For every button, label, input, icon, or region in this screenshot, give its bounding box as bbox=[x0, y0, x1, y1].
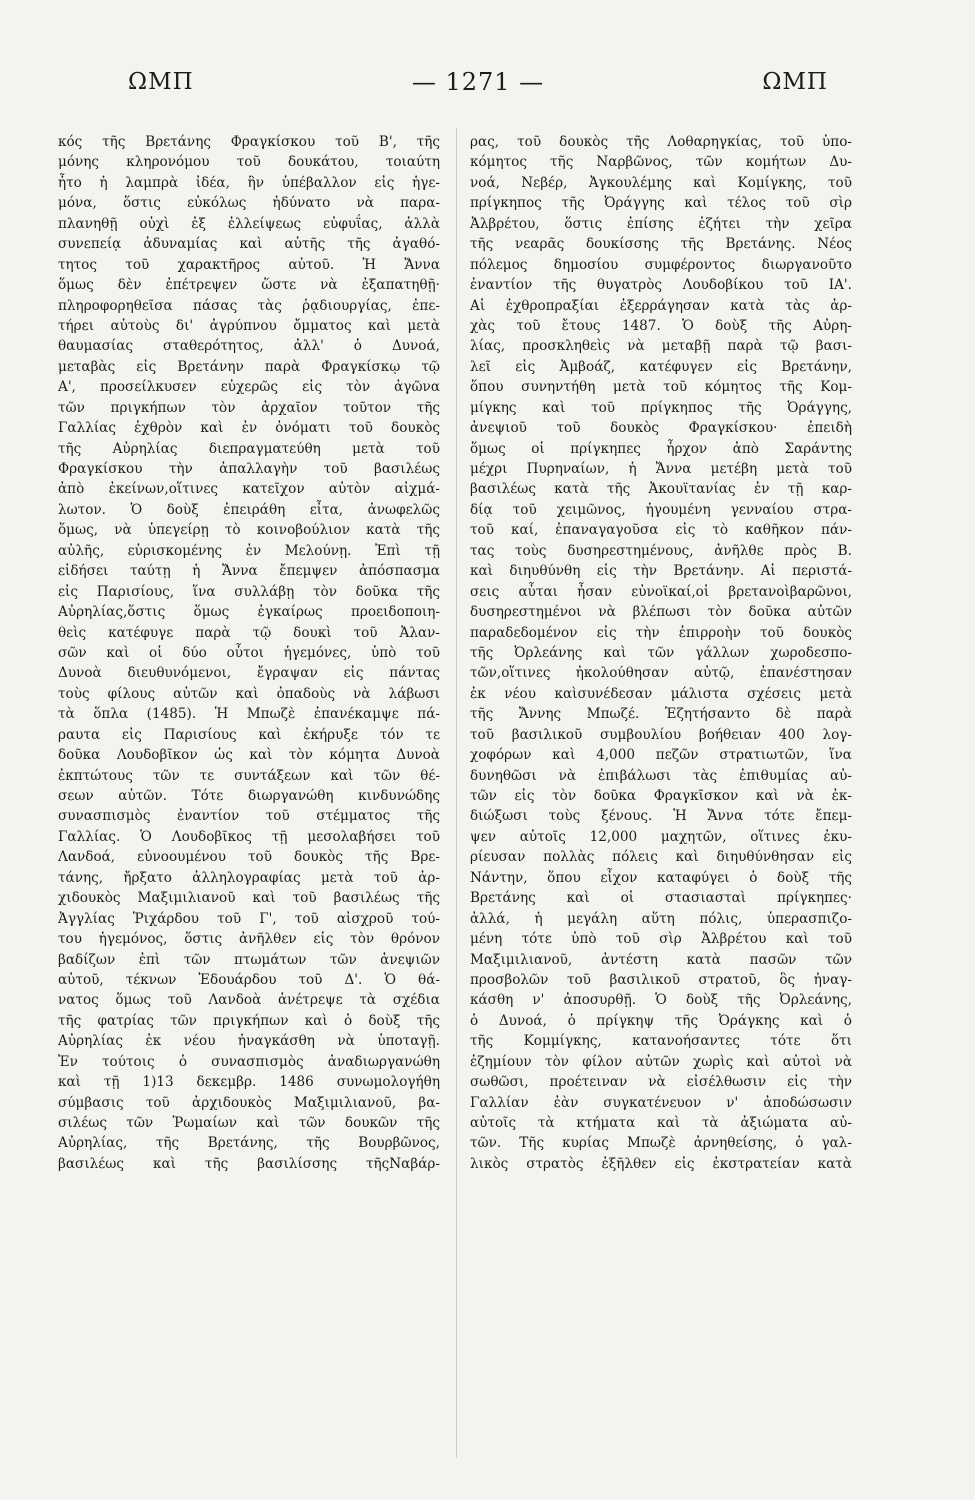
text-line: τῶν,οἵτινες ἠκολούθησαν αὐτῷ, ἐπανέστησαν bbox=[470, 665, 852, 682]
text-line: Αὐρηλίας, τῆς Βρετάνης, τῆς Βουρβῶνος, bbox=[58, 1135, 440, 1152]
page-header bbox=[128, 62, 828, 102]
text-line: ὅμως δὲν ἐπέτρεψεν ὥστε νὰ ἐξαπατηθῇ· bbox=[58, 277, 440, 294]
header-left-guide-word: ΩΜΠ bbox=[128, 69, 194, 95]
text-line: τοῦ βασιλικοῦ συμβουλίου βοήθειαν 400 λογ- bbox=[470, 726, 852, 743]
text-line: Ἐν τούτοις ὁ συνασπισμὸς ἀναδιωργανώθη bbox=[58, 1053, 440, 1070]
text-line: μόνα, ὅστις εὐκόλως ἠδύνατο νὰ παρα- bbox=[58, 195, 440, 212]
text-line: Α', προσείλκυσεν εὐχερῶς εἰς τὸν ἀγῶνα bbox=[58, 379, 440, 396]
text-line: καὶ διηυθύνθη εἰς τὴν Βρετάνην. Αἱ περιστά- bbox=[470, 563, 852, 580]
text-line: ὅπου συνηντήθη μετὰ τοῦ κόμητος τῆς Κομ- bbox=[470, 379, 852, 396]
text-line: τῆς Ἄννης Μπωζέ. Ἐζητήσαντο δὲ παρὰ bbox=[470, 706, 852, 723]
text-line: ὁ Δυνοά, ὁ πρίγκηψ τῆς Ὀράγκης καὶ ὁ bbox=[470, 1012, 852, 1029]
right-column bbox=[470, 132, 852, 1174]
text-line: πρίγκηπος τῆς Ὀράγγης καὶ τέλος τοῦ σὶρ bbox=[470, 195, 852, 212]
text-line: αὐτοῖς τὰ κτήματα καὶ τὰ ἀξιώματα αὐ- bbox=[470, 1115, 852, 1131]
text-line: τήρει αὐτοὺς δι' ἀγρύπνου ὄμματος καὶ μετὰ bbox=[58, 317, 440, 334]
text-line: προσβολῶν τοῦ βασιλικοῦ στρατοῦ, ὃς ἠναγ- bbox=[470, 971, 852, 988]
text-line: Γαλλίας. Ὁ Λουδοβῖκος τῇ μεσολαβήσει τοῦ bbox=[58, 828, 440, 845]
text-line: σῶν καὶ οἱ δύο οὗτοι ἡγεμόνες, ὑπὸ τοῦ bbox=[58, 644, 440, 661]
left-column bbox=[58, 132, 440, 1174]
text-line: δυνηθῶσι νὰ ἐπιβάλωσι τὰς ἐπιθυμίας αὐ- bbox=[470, 767, 852, 784]
text-line: ἦτο ἡ λαμπρὰ ἰδέα, ἣν ὑπέβαλλον εἰς ἡγε- bbox=[58, 174, 440, 191]
text-line: παραδεδομένον εἰς τὴν ἐπιρροὴν τοῦ δουκὸς bbox=[470, 624, 852, 641]
text-line: Γαλλίαν ἐὰν συγκατένευον ν' ἀποδώσωσιν bbox=[470, 1094, 852, 1111]
text-line: ἀλλά, ἡ μεγάλη αὕτη πόλις, ὑπερασπιζο- bbox=[470, 910, 852, 927]
text-line: ἀπὸ ἐκείνων,οἵτινες κατεῖχον αὐτὸν αἰχμά- bbox=[58, 481, 440, 498]
text-line: εἰς Παρισίους, ἵνα συλλάβῃ τὸν δοῦκα τῆς bbox=[58, 583, 440, 600]
text-line: δυσηρεστημένοι νὰ βλέπωσι τὸν δοῦκα αὐτῶν bbox=[470, 604, 852, 621]
text-line: βασιλέως κατὰ τῆς Ἀκουϊτανίας ἐν τῇ καρ- bbox=[470, 481, 852, 498]
text-line: Λανδοά, εὐνοουμένου τοῦ δουκὸς τῆς Βρε- bbox=[58, 849, 440, 866]
text-line: νοά, Νεβέρ, Ἀγκουλέμης καὶ Κομίγκης, τοῦ bbox=[470, 174, 852, 191]
text-line: διώξωσι τοὺς ξένους. Ἡ Ἄννα τότε ἔπεμ- bbox=[470, 808, 852, 825]
text-line: Αὐρηλίας,ὅστις ὅμως ἐγκαίρως προειδοποιη- bbox=[58, 604, 440, 621]
text-line: Δυνοὰ διευθυνόμενοι, ἔγραψαν εἰς πάντας bbox=[58, 665, 440, 682]
text-line: καὶ τῇ 1)13 δεκεμβρ. 1486 συνωμολογήθη bbox=[58, 1074, 440, 1091]
text-line: κόμητος τῆς Ναρβῶνος, τῶν κομήτων Δυ- bbox=[470, 154, 852, 171]
text-line: συνεπείᾳ ἀδυναμίας καὶ αὐτῆς τῆς ἀγαθό- bbox=[58, 236, 440, 253]
text-line: λεῖ εἰς Ἀμβοάζ, κατέφυγεν εἰς Βρετάνην, bbox=[470, 358, 852, 375]
text-line: Αὐρηλίας ἐκ νέου ἠναγκάσθη νὰ ὑποταγῇ. bbox=[58, 1033, 440, 1050]
text-line: εἰδήσει ταύτῃ ἡ Ἄννα ἔπεμψεν ἀπόσπασμα bbox=[58, 563, 440, 580]
text-line: τῆς Αὐρηλίας διεπραγματεύθη μετὰ τοῦ bbox=[58, 440, 440, 457]
text-line: πόλεμος δημοσίου συμφέροντος διωργανοῦτο bbox=[470, 256, 852, 273]
header-right-guide-word: ΩΜΠ bbox=[762, 69, 828, 95]
text-line: τοῦ καί, ἐπαναγαγοῦσα εἰς τὸ καθῆκον πάν- bbox=[470, 522, 852, 539]
text-line: μόνης κληρονόμου τοῦ δουκάτου, τοιαύτη bbox=[58, 154, 440, 171]
text-line: πληροφορηθεῖσα πάσας τὰς ῥᾳδιουργίας, ἐπε- bbox=[58, 297, 440, 314]
text-line: ἐκ νέου καὶσυνέδεσαν μάλιστα σχέσεις μετὰ bbox=[470, 685, 852, 702]
text-line: τητος τοῦ χαρακτῆρος αὐτοῦ. Ἡ Ἄννα bbox=[58, 256, 440, 273]
text-line: τῶν. Τῆς κυρίας Μπωζὲ ἀρνηθείσης, ὁ γαλ- bbox=[470, 1135, 852, 1152]
text-line: ἐκπτώτους τῶν τε συντάξεων καὶ τῶν θέ- bbox=[58, 767, 440, 784]
column-divider bbox=[456, 128, 457, 1458]
text-line: ἀνεψιοῦ τοῦ δουκὸς Φραγκίσκου· ἐπειδὴ bbox=[470, 420, 852, 437]
text-line: σωθῶσι, προέτειναν νὰ εἰσέλθωσιν εἰς τὴν bbox=[470, 1074, 852, 1091]
text-line: σεις αὗται ἦσαν εὐνοϊκαί,οἱ βρετανοὶβαρῶνοι, bbox=[470, 583, 852, 600]
text-line: ραυτα εἰς Παρισίους καὶ ἐκήρυξε τόν τε bbox=[58, 726, 440, 743]
text-line: ὅμως οἱ πρίγκηπες ἦρχον ἀπὸ Σαράντης bbox=[470, 440, 852, 457]
text-line: δοῦκα Λουδοβῖκον ὡς καὶ τὸν κόμητα Δυνοὰ bbox=[58, 747, 440, 764]
text-line: κός τῆς Βρετάνης Φραγκίσκου τοῦ Β', τῆς bbox=[58, 134, 440, 150]
text-line: βαδίζων ἐπὶ τῶν πτωμάτων τῶν ἀνεψιῶν bbox=[58, 951, 440, 968]
text-line: ἐζημίουν τὸν φίλον αὐτῶν χωρὶς καὶ αὐτοὶ νὰ bbox=[470, 1053, 852, 1070]
text-line: λωτον. Ὁ δοὺξ ἐπειράθη εἶτα, ἀνωφελῶς bbox=[58, 501, 440, 518]
text-line: τοὺς φίλους αὐτῶν καὶ ὀπαδοὺς νὰ λάβωσι bbox=[58, 685, 440, 702]
text-line: λικὸς στρατὸς ἐξῆλθεν εἰς ἐκστρατείαν κατὰ bbox=[470, 1155, 852, 1172]
text-line: τῆς νεαρᾶς δουκίσσης τῆς Βρετάνης. Νέος bbox=[470, 236, 852, 253]
text-line: δίᾳ τοῦ χειμῶνος, ἡγουμένη γενναίου στρα- bbox=[470, 501, 852, 518]
text-line: λίας, προσκληθεὶς νὰ μεταβῇ παρὰ τῷ βασι- bbox=[470, 338, 852, 355]
text-line: Φραγκίσκου τὴν ἀπαλλαγὴν τοῦ βασιλέως bbox=[58, 461, 440, 477]
text-line: του ἡγεμόνος, ὅστις ἀνῆλθεν εἰς τὸν θρόνον bbox=[58, 931, 440, 948]
text-line: μίγκης καὶ τοῦ πρίγκηπος τῆς Ὀράγγης, bbox=[470, 399, 852, 416]
text-line: ρίευσαν πολλὰς πόλεις καὶ διηυθύνθησαν εἰς bbox=[470, 849, 852, 866]
text-line: ἐναντίον τῆς θυγατρὸς Λουδοβίκου τοῦ ΙΑ'. bbox=[470, 277, 852, 294]
text-line: ρας, τοῦ δουκὸς τῆς Λοθαρηγκίας, τοῦ ὑπο- bbox=[470, 134, 852, 150]
text-line: τῆς φατρίας τῶν πριγκήπων καὶ ὁ δοὺξ τῆς bbox=[58, 1012, 440, 1029]
text-line: αὐτοῦ, τέκνων Ἐδουάρδου τοῦ Δ'. Ὁ θά- bbox=[58, 971, 440, 988]
text-line: Ἀλβρέτου, ὅστις ἐπίσης ἐζήτει τὴν χεῖρα bbox=[470, 215, 852, 232]
text-line: σύμβασις τοῦ ἀρχιδουκὸς Μαξιμιλιανοῦ, βα- bbox=[58, 1094, 440, 1111]
text-line: μεταβὰς εἰς Βρετάνην παρὰ Φραγκίσκῳ τῷ bbox=[58, 358, 440, 375]
text-line: σεων αὐτῶν. Τότε διωργανώθη κινδυνώδης bbox=[58, 788, 440, 804]
text-line: μένη τότε ὑπὸ τοῦ σὶρ Ἀλβρέτου καὶ τοῦ bbox=[470, 931, 852, 948]
text-line: χοφόρων καὶ 4,000 πεζῶν στρατιωτῶν, ἵνα bbox=[470, 747, 852, 764]
text-line: Μαξιμιλιανοῦ, ἀντέστη κατὰ πασῶν τῶν bbox=[470, 951, 852, 968]
text-line: θαυμασίας σταθερότητος, ἀλλ' ὁ Δυνοά, bbox=[58, 338, 440, 355]
text-line: Βρετάνης καὶ οἱ στασιασταὶ πρίγκηπες· bbox=[470, 890, 852, 907]
text-line: χὰς τοῦ ἔτους 1487. Ὁ δοὺξ τῆς Αὐρη- bbox=[470, 317, 852, 334]
page-number: — 1271 — bbox=[411, 68, 545, 96]
text-line: συνασπισμὸς ἐναντίον τοῦ στέμματος τῆς bbox=[58, 808, 440, 825]
text-line: Γαλλίας ἐχθρὸν καὶ ἐν ὀνόματι τοῦ δουκὸς bbox=[58, 420, 440, 437]
text-line: σιλέως τῶν Ῥωμαίων καὶ τῶν δουκῶν τῆς bbox=[58, 1115, 440, 1131]
text-line: Ἀγγλίας Ῥιχάρδου τοῦ Γ', τοῦ αἰσχροῦ τού- bbox=[58, 910, 440, 927]
text-line: ψεν αὐτοῖς 12,000 μαχητῶν, οἵτινες ἐκυ- bbox=[470, 828, 852, 845]
text-line: νατος ὅμως τοῦ Λανδοὰ ἀνέτρεψε τὰ σχέδια bbox=[58, 992, 440, 1009]
text-line: τάνης, ἤρξατο ἀλληλογραφίας μετὰ τοῦ ἀρ- bbox=[58, 869, 440, 886]
text-line: τῆς Κομμίγκης, κατανοήσαντες τότε ὅτι bbox=[470, 1033, 852, 1050]
text-line: τῆς Ὀρλεάνης καὶ τῶν γάλλων χωροδεσπο- bbox=[470, 644, 852, 661]
text-line: τῶν εἰς τὸν δοῦκα Φραγκῖσκον καὶ νὰ ἐκ- bbox=[470, 788, 852, 804]
text-line: Νάντην, ὅπου εἶχον καταφύγει ὁ δοὺξ τῆς bbox=[470, 869, 852, 886]
text-line: βασιλέως καὶ τῆς βασιλίσσης τῆςΝαβάρ- bbox=[58, 1155, 440, 1172]
text-line: ὅμως, νὰ ὑπεγείρῃ τὸ κοινοβούλιον κατὰ τῆς bbox=[58, 522, 440, 539]
text-line: τὰ ὅπλα (1485). Ἡ Μπωζὲ ἐπανέκαμψε πά- bbox=[58, 706, 440, 723]
text-line: τῶν πριγκήπων τὸν ἀρχαῖον τοῦτον τῆς bbox=[58, 399, 440, 416]
text-line: κάσθη ν' ἀποσυρθῇ. Ὁ δοὺξ τῆς Ὀρλεάνης, bbox=[470, 992, 852, 1009]
text-line: τας τοὺς δυσηρεστημένους, ἀνῆλθε πρὸς Β. bbox=[470, 542, 852, 559]
text-line: Αἱ ἐχθροπραξίαι ἐξερράγησαν κατὰ τὰς ἀρ- bbox=[470, 297, 852, 314]
text-line: θεὶς κατέφυγε παρὰ τῷ δουκὶ τοῦ Ἀλαν- bbox=[58, 624, 440, 641]
text-line: πλανηθῇ οὐχὶ ἐξ ἐλλείψεως εὐφυΐας, ἀλλὰ bbox=[58, 215, 440, 232]
text-line: μέχρι Πυρηναίων, ἡ Ἄννα μετέβη μετὰ τοῦ bbox=[470, 461, 852, 477]
text-line: χιδουκὸς Μαξιμιλιανοῦ καὶ τοῦ βασιλέως τῆς bbox=[58, 890, 440, 907]
text-line: αὐλῆς, εὑρισκομένης ἐν Μελούνῃ. Ἐπὶ τῇ bbox=[58, 542, 440, 559]
